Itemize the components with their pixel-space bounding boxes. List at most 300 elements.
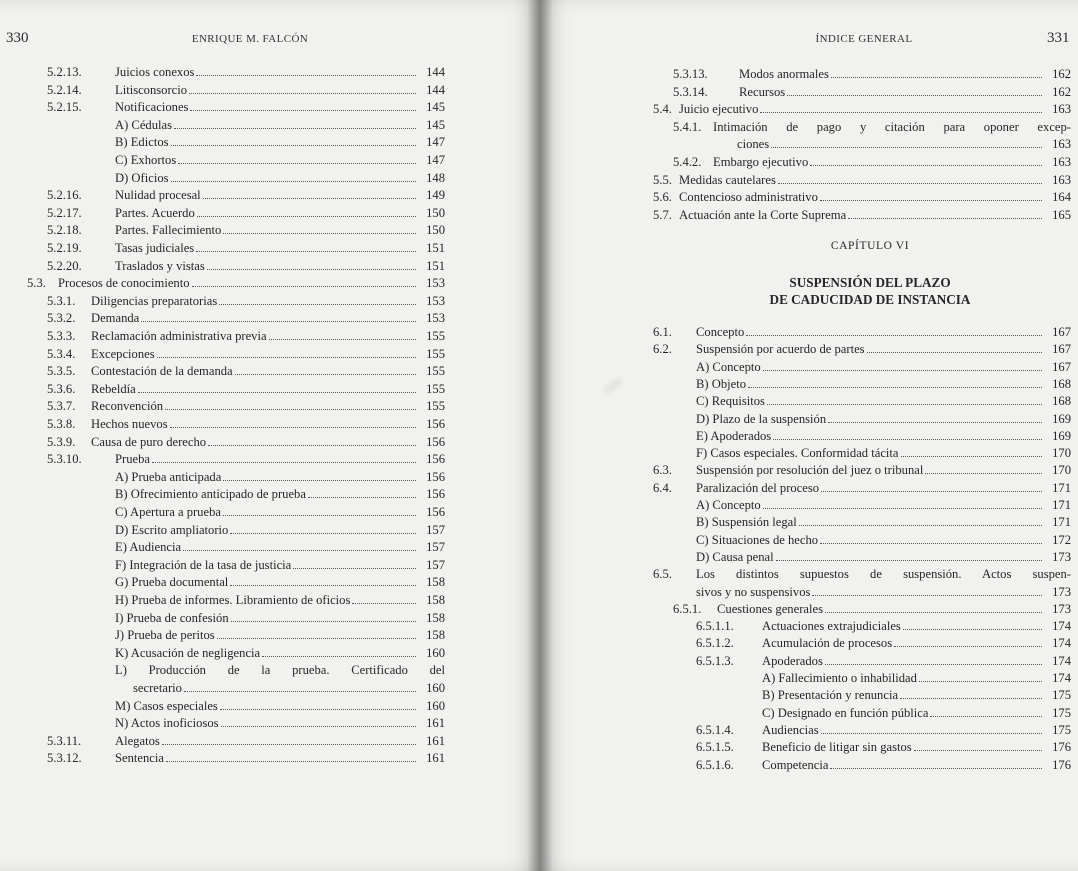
toc-entry-number: 5.3.: [27, 276, 46, 291]
toc-entry-number: 5.4.2.: [673, 155, 702, 169]
dot-leader: [771, 136, 1042, 148]
toc-entry: [27, 328, 445, 345]
toc-entry-number: 5.3.11.: [47, 733, 82, 748]
toc-entry: [653, 566, 1071, 583]
toc-entry-page: 169: [1052, 411, 1071, 426]
dot-leader: [174, 117, 416, 129]
toc-entry: [27, 434, 445, 451]
toc-entry-title: Actuaciones extrajudiciales: [762, 619, 901, 634]
toc-entry: [27, 486, 445, 503]
toc-entry-title: D) Oficios: [115, 170, 169, 185]
toc-entry-number: 5.4.1.: [673, 119, 702, 134]
toc-entry-page: 163: [1052, 137, 1071, 152]
toc-entry-title: B) Objeto: [696, 376, 747, 391]
toc-entry-number: 6.3.: [653, 463, 672, 478]
dot-leader: [919, 670, 1042, 682]
toc-entry-title: E) Apoderados: [696, 428, 772, 443]
toc-entry-number: 5.2.20.: [47, 258, 82, 273]
toc-entry-number: 6.5.1.4.: [696, 722, 734, 737]
toc-entry: [653, 172, 1071, 189]
toc-entry: [653, 376, 1071, 393]
toc-entry-title: Sentencia: [115, 751, 164, 766]
toc-entry-title: Contencioso administrativo: [679, 190, 818, 205]
toc-entry-title: D) Plazo de la suspensión: [696, 411, 827, 426]
dot-leader: [138, 381, 416, 393]
toc-entry-number: 5.3.2.: [47, 311, 76, 326]
toc-entry-number: 5.3.9.: [47, 434, 76, 449]
dot-leader: [825, 601, 1042, 613]
toc-entry-page: 144: [426, 82, 445, 97]
toc-entry-title: C) Apertura a prueba: [115, 505, 221, 519]
toc-entry-page: 158: [426, 575, 445, 590]
dot-leader: [223, 222, 416, 234]
toc-entry: [653, 445, 1071, 462]
dot-leader: [207, 258, 416, 270]
toc-entry-title: Los distintos supuestos de suspensión. Actos suspen-: [696, 567, 1071, 582]
toc-entry: [27, 258, 445, 275]
toc-entry: [27, 592, 445, 609]
toc-entry-title: K) Acusación de negligencia: [115, 645, 261, 660]
dot-leader: [308, 486, 416, 498]
toc-entry-page: 153: [426, 311, 445, 326]
toc-entry-page: 170: [1052, 446, 1071, 461]
dot-leader: [825, 653, 1042, 665]
toc-entry-page: 170: [1052, 463, 1071, 478]
toc-entry: [27, 222, 445, 239]
toc-entry-title: B) Ofrecimiento anticipado de prueba: [115, 487, 306, 502]
toc-entry-number: 6.2.: [653, 342, 672, 357]
dot-leader: [171, 170, 416, 182]
toc-entry: [27, 539, 445, 556]
toc-entry: [653, 359, 1071, 376]
toc-entry-title: C) Exhortos: [115, 153, 177, 167]
toc-entry: [27, 152, 445, 169]
toc-entry-page: 173: [1052, 601, 1071, 616]
toc-entry-number: 5.5.: [653, 172, 672, 187]
dot-leader: [828, 411, 1042, 423]
toc-entry-page: 156: [426, 452, 445, 467]
toc-entry-number: 6.5.1.5.: [696, 740, 734, 755]
dot-leader: [748, 376, 1042, 388]
dot-leader: [763, 359, 1042, 371]
toc-entry-page: 171: [1052, 498, 1071, 512]
toc-entry-page: 175: [1052, 705, 1071, 720]
dot-leader: [141, 310, 416, 322]
toc-entry-title: C) Situaciones de hecho: [696, 532, 819, 547]
toc-entry-title: Recursos: [739, 84, 786, 99]
chapter-label: CAPÍTULO VI: [830, 240, 910, 252]
toc-entry-title: M) Casos especiales: [115, 698, 218, 713]
toc-entry: [27, 381, 445, 398]
toc-entry: [653, 618, 1071, 635]
toc-entry: [27, 469, 445, 486]
toc-entry: [27, 346, 445, 363]
toc-entry-number: 5.2.15.: [47, 100, 82, 115]
toc-entry: [27, 64, 445, 81]
toc-entry-page: 163: [1052, 155, 1071, 169]
toc-entry-title: Reclamación administrativa previa: [91, 329, 267, 343]
toc-entry-title: Acumulación de procesos: [762, 636, 893, 651]
dot-leader: [170, 416, 416, 428]
toc-entry: [653, 722, 1071, 739]
toc-entry-page: 153: [426, 293, 445, 308]
toc-entry-title: B) Presentación y renuncia: [762, 688, 899, 703]
toc-entry-page: 148: [426, 170, 445, 185]
left-running-head: ENRIQUE M. FALCÓN: [191, 33, 309, 45]
dot-leader: [220, 698, 416, 710]
toc-entry-title: Modos anormales: [739, 67, 829, 81]
toc-entry-title: J) Prueba de peritos: [115, 628, 215, 643]
toc-entry-title: Medidas cautelares: [679, 172, 776, 187]
toc-entry-page: 155: [426, 364, 445, 379]
toc-entry-title: Alegatos: [115, 733, 160, 748]
toc-entry: [27, 134, 445, 151]
toc-entry-page: 145: [426, 117, 445, 132]
toc-entry-title: E) Audiencia: [115, 540, 182, 555]
toc-entry-page: 167: [1052, 359, 1071, 374]
toc-entry-page: 160: [426, 681, 445, 695]
dot-leader: [901, 445, 1043, 457]
toc-entry: [653, 514, 1071, 531]
toc-entry: [27, 240, 445, 257]
toc-entry-page: 151: [426, 258, 445, 273]
toc-entry: [27, 99, 445, 116]
dot-leader: [773, 428, 1042, 440]
toc-entry: [27, 398, 445, 415]
toc-entry-number: 6.1.: [653, 325, 672, 339]
toc-entry: [653, 341, 1071, 358]
right-page: [540, 0, 1078, 871]
toc-entry-number: 5.3.6.: [47, 381, 76, 396]
toc-entry-page: 156: [426, 469, 445, 484]
dot-leader: [820, 189, 1042, 201]
toc-entry-title: Partes. Fallecimiento: [115, 223, 222, 238]
toc-entry-number: 6.5.1.1.: [696, 619, 734, 634]
toc-entry-page: 174: [1052, 619, 1071, 634]
toc-entry-number: 5.3.12.: [47, 751, 82, 766]
toc-entry-page: 155: [426, 399, 445, 414]
toc-entry: [653, 189, 1071, 206]
toc-entry-page: 147: [426, 153, 445, 167]
toc-entry-title: L) Producción de la prueba. Certificado del: [115, 663, 445, 678]
toc-entry: [27, 750, 445, 767]
toc-entry-title: Juicios conexos: [115, 65, 195, 79]
toc-entry-page: 176: [1052, 757, 1071, 772]
dot-leader: [223, 504, 416, 516]
dot-leader: [760, 101, 1042, 113]
toc-entry-title: G) Prueba documental: [115, 575, 229, 590]
dot-leader: [930, 705, 1042, 717]
toc-entry: [653, 101, 1071, 118]
dot-leader: [925, 462, 1042, 474]
toc-entry-number: 5.3.8.: [47, 417, 76, 431]
toc-entry-title: Prueba: [115, 452, 150, 467]
dot-leader: [217, 627, 416, 639]
toc-entry-page: 156: [426, 434, 445, 449]
toc-entry-title: Procesos de conocimiento: [58, 276, 190, 291]
toc-entry-title: Tasas judiciales: [115, 241, 195, 255]
toc-entry: [27, 82, 445, 99]
toc-entry-page: 162: [1052, 67, 1071, 81]
toc-entry-page: 173: [1052, 584, 1071, 599]
toc-entry-number: 5.3.4.: [47, 346, 76, 361]
toc-entry: [27, 275, 445, 292]
dot-leader: [262, 645, 416, 657]
toc-entry-title: Traslados y vistas: [115, 258, 205, 273]
right-running-head: ÍNDICE GENERAL: [815, 33, 913, 45]
toc-entry-title: Paralización del proceso: [696, 480, 820, 495]
toc-entry-number: 5.2.19.: [47, 241, 82, 255]
toc-entry-page: 151: [426, 241, 445, 255]
toc-entry-number: 5.3.5.: [47, 364, 76, 379]
dot-leader: [746, 324, 1042, 336]
dot-leader: [293, 557, 416, 569]
toc-entry-title: Partes. Acuerdo: [115, 205, 195, 220]
toc-entry: [653, 739, 1071, 756]
dot-leader: [230, 574, 416, 586]
toc-entry-page: 156: [426, 487, 445, 502]
toc-entry-page: 158: [426, 610, 445, 625]
toc-entry-title: Reconvención: [91, 399, 164, 414]
toc-entry-page: 164: [1052, 190, 1071, 205]
toc-entry-title: H) Prueba de informes. Libramiento de oficios: [115, 593, 351, 607]
toc-entry: [653, 601, 1071, 618]
toc-entry-number: 5.2.16.: [47, 188, 82, 203]
toc-entry-title: Hechos nuevos: [91, 417, 168, 431]
toc-entry: [27, 451, 445, 468]
toc-entry: [653, 119, 1071, 136]
toc-entry: [653, 428, 1071, 445]
toc-entry: [27, 363, 445, 380]
toc-entry-page: 161: [426, 716, 445, 731]
toc-entry: [27, 117, 445, 134]
toc-entry-page: 174: [1052, 636, 1071, 651]
toc-entry-title: Concepto: [696, 325, 745, 339]
dot-leader: [171, 134, 416, 146]
book-gutter: [528, 0, 552, 871]
toc-entry-page: 156: [426, 505, 445, 519]
toc-entry-page: 161: [426, 733, 445, 748]
toc-entry: [653, 411, 1071, 428]
dot-leader: [219, 293, 416, 305]
toc-entry-number: 5.3.13.: [673, 67, 708, 81]
toc-entry-number: 5.2.18.: [47, 223, 82, 238]
dot-leader: [196, 64, 416, 76]
toc-entry-page: 158: [426, 593, 445, 607]
toc-entry: [653, 705, 1071, 722]
toc-entry-page: 171: [1052, 480, 1071, 495]
dot-leader: [767, 393, 1042, 405]
toc-entry-number: 6.5.1.6.: [696, 757, 734, 772]
dot-leader: [203, 187, 416, 199]
toc-entry-page: 160: [426, 698, 445, 713]
toc-entry-title: Actuación ante la Corte Suprema: [679, 207, 847, 222]
toc-entry-page: 171: [1052, 515, 1071, 530]
dot-leader: [799, 514, 1042, 526]
dot-leader: [157, 346, 416, 358]
dot-leader: [900, 687, 1042, 699]
dot-leader: [235, 363, 416, 375]
dot-leader: [867, 341, 1042, 353]
toc-entry-page: 147: [426, 135, 445, 150]
toc-entry-number: 5.4.: [653, 102, 672, 117]
toc-entry-page: 150: [426, 205, 445, 220]
toc-entry-page: 161: [426, 751, 445, 766]
toc-entry-title: A) Cédulas: [115, 117, 173, 132]
toc-entry-title: F) Casos especiales. Conformidad tácita: [696, 446, 899, 461]
toc-entry: [653, 653, 1071, 670]
dot-leader: [821, 480, 1042, 492]
toc-entry-title: Excepciones: [91, 346, 155, 361]
toc-entry-title: A) Fallecimiento o inhabilidad: [762, 671, 917, 685]
toc-entry: [653, 207, 1071, 224]
toc-entry-number: 5.2.14.: [47, 82, 82, 97]
toc-entry-number: 5.6.: [653, 190, 672, 205]
toc-entry-page: 172: [1052, 532, 1071, 547]
toc-entry-page: 144: [426, 65, 445, 79]
dot-leader: [197, 205, 416, 217]
toc-entry-title: Contestación de la demanda: [91, 364, 233, 379]
toc-entry-page: 157: [426, 522, 445, 537]
toc-entry: [27, 416, 445, 433]
toc-entry: [27, 645, 445, 662]
toc-entry-page: 158: [426, 628, 445, 643]
toc-entry-number: 5.7.: [653, 207, 672, 222]
chapter-title-line-1: SUSPENSIÓN DEL PLAZO: [789, 275, 951, 290]
toc-entry-number: 5.2.17.: [47, 205, 82, 220]
dot-leader: [166, 750, 416, 762]
ink-smudge: [602, 376, 625, 395]
toc-entry-title: Intimación de pago y citación para oponer excep-: [713, 119, 1071, 134]
dot-leader: [221, 715, 416, 727]
toc-entry-title: C) Requisitos: [696, 394, 765, 409]
toc-entry: [27, 715, 445, 732]
toc-entry-title: Rebeldía: [91, 381, 136, 396]
toc-entry: [27, 522, 445, 539]
toc-entry-page: 162: [1052, 84, 1071, 99]
toc-entry-page: 145: [426, 100, 445, 115]
toc-entry-number: 5.3.7.: [47, 399, 76, 414]
dot-leader: [190, 99, 416, 111]
toc-entry-title: Nulidad procesal: [115, 188, 201, 203]
toc-entry-title: sivos y no suspensivos: [696, 584, 811, 599]
toc-entry-title: F) Integración de la tasa de justicia: [115, 557, 292, 572]
dot-leader: [763, 497, 1042, 509]
toc-entry-title: ciones: [737, 137, 770, 152]
dot-leader: [152, 451, 416, 463]
dot-leader: [894, 635, 1042, 647]
toc-entry-title: Suspensión por acuerdo de partes: [696, 342, 865, 357]
toc-entry: [27, 187, 445, 204]
toc-entry-title: Juicio ejecutivo: [679, 102, 759, 117]
toc-entry-title: N) Actos inoficiosos: [115, 716, 219, 731]
toc-entry-title: A) Concepto: [696, 498, 761, 512]
dot-leader: [820, 532, 1042, 544]
toc-entry-title: D) Escrito ampliatorio: [115, 522, 229, 537]
toc-entry-page: 163: [1052, 102, 1071, 117]
toc-entry: [653, 497, 1071, 514]
toc-entry-title: B) Suspensión legal: [696, 515, 797, 530]
toc-entry-title: D) Causa penal: [696, 549, 774, 564]
toc-entry-title: Litisconsorcio: [115, 82, 188, 97]
dot-leader: [192, 275, 416, 287]
toc-entry-page: 160: [426, 645, 445, 660]
dot-leader: [352, 592, 416, 604]
dot-leader: [830, 757, 1042, 769]
toc-entry-title: B) Edictos: [115, 135, 169, 150]
toc-entry: [27, 698, 445, 715]
toc-entry-title: A) Prueba anticipada: [115, 469, 222, 484]
toc-entry-page: 155: [426, 346, 445, 361]
toc-entry: [653, 324, 1071, 341]
toc-entry-number: 6.5.1.: [673, 601, 702, 616]
toc-entry: [653, 635, 1071, 652]
dot-leader: [903, 618, 1042, 630]
toc-entry: [27, 170, 445, 187]
toc-entry-page: 155: [426, 329, 445, 343]
dot-leader: [821, 722, 1042, 734]
dot-leader: [165, 398, 416, 410]
toc-entry-page: 155: [426, 381, 445, 396]
toc-entry-title: Beneficio de litigar sin gastos: [762, 740, 912, 755]
toc-entry: [27, 293, 445, 310]
dot-leader: [184, 680, 416, 692]
dot-leader: [812, 584, 1042, 596]
toc-entry-title: I) Prueba de confesión: [115, 610, 229, 625]
toc-entry-page: 163: [1052, 172, 1071, 187]
toc-entry: [653, 393, 1071, 410]
toc-entry: [653, 154, 1071, 171]
toc-entry-page: 169: [1052, 428, 1071, 443]
toc-entry-number: 5.3.10.: [47, 452, 82, 467]
toc-entry: [27, 504, 445, 521]
toc-entry: [27, 733, 445, 750]
toc-entry-page: 167: [1052, 325, 1071, 339]
toc-entry-title: Suspensión por resolución del juez o tribunal: [696, 463, 924, 478]
dot-leader: [776, 549, 1042, 561]
toc-entry-title: secretario: [133, 681, 182, 695]
toc-entry-page: 174: [1052, 671, 1071, 685]
toc-entry-page: 175: [1052, 722, 1071, 737]
dot-leader: [848, 207, 1042, 219]
toc-entry: [27, 310, 445, 327]
dot-leader: [230, 522, 416, 534]
toc-entry-number: 6.5.1.3.: [696, 653, 734, 668]
chapter-title-line-2: DE CADUCIDAD DE INSTANCIA: [769, 292, 971, 307]
toc-entry-page: 165: [1052, 207, 1071, 222]
toc-entry-title: Notificaciones: [115, 100, 189, 115]
toc-entry-number: 5.2.13.: [47, 65, 82, 79]
dot-leader: [231, 610, 416, 622]
toc-entry-title: Apoderados: [762, 653, 823, 668]
toc-entry-page: 173: [1052, 549, 1071, 564]
toc-entry: [653, 549, 1071, 566]
toc-entry-title: C) Designado en función pública: [762, 705, 929, 720]
toc-entry-page: 157: [426, 557, 445, 572]
toc-entry-page: 153: [426, 276, 445, 291]
toc-entry-number: 6.4.: [653, 480, 672, 495]
toc-entry-page: 174: [1052, 653, 1071, 668]
toc-entry-title: Cuestiones generales: [717, 601, 823, 616]
toc-entry: [27, 205, 445, 222]
toc-entry-title: Competencia: [762, 757, 829, 772]
toc-entry: [27, 662, 445, 679]
dot-leader: [831, 66, 1042, 78]
toc-entry-number: 5.3.3.: [47, 329, 76, 343]
toc-entry-page: 175: [1052, 688, 1071, 703]
toc-entry: [27, 557, 445, 574]
toc-entry: [653, 532, 1071, 549]
